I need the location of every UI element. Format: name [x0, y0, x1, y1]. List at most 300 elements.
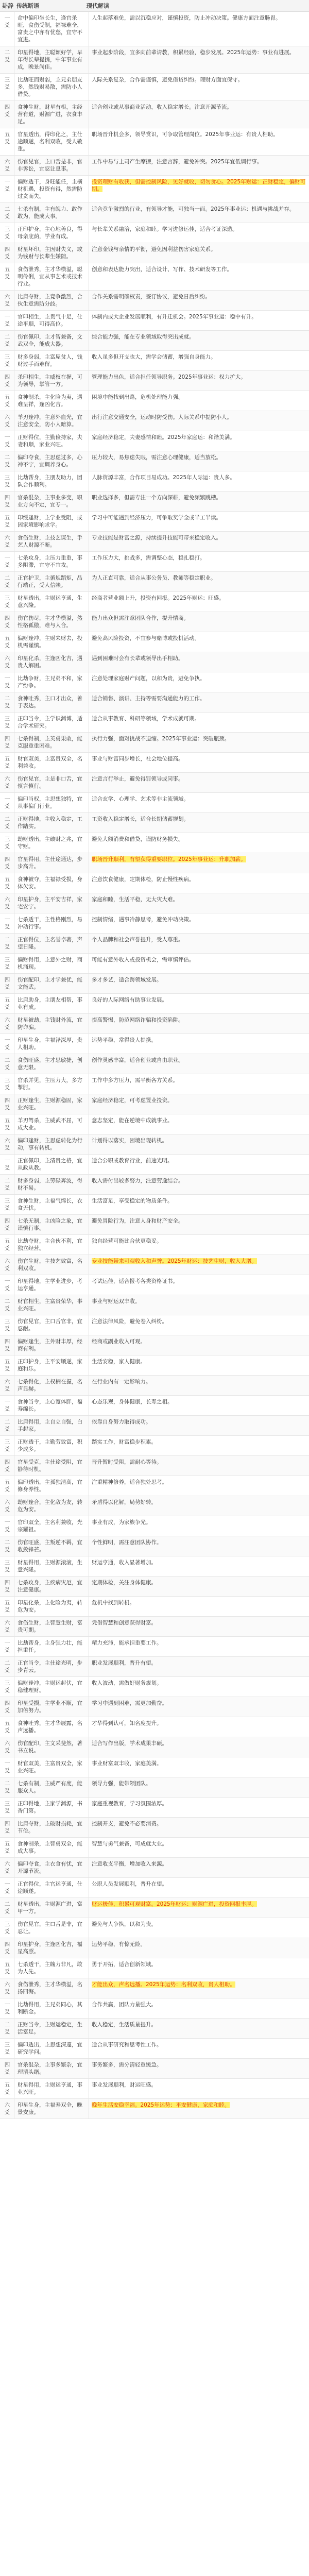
row-modern: 合作关系需明确权责，签订协议，避免日后纠纷。 [92, 294, 211, 300]
table-row [0, 176, 309, 203]
row-gz: 六 爻 [0, 652, 15, 672]
row-traditional: 劫财透出，主破财之兆，宜守财。 [15, 833, 89, 853]
row-gz: 三 爻 [0, 1074, 15, 1094]
row-gz: 三 爻 [0, 1436, 15, 1455]
row-modern: 事业发展顺利，财运旺盛。 [92, 2082, 157, 2088]
row-gz: 一 爻 [0, 672, 15, 692]
row-modern: 适合销售、演讲、主持等需要沟通能力的工作。 [92, 696, 205, 702]
row-gz: 五 爻 [0, 1717, 15, 1737]
row-gz: 五 爻 [0, 873, 15, 893]
row-traditional: 正财得地，主收入稳定，工作踏实。 [15, 813, 89, 833]
row-gz: 三 爻 [0, 1315, 15, 1335]
row-gz: 一 爻 [0, 913, 15, 933]
row-traditional: 正官得位，主名誉卓著，声望日隆。 [15, 934, 89, 953]
row-modern [89, 1255, 309, 1275]
row-modern-highlight: 晚年生活安稳幸福。2025年运势：平安健康，家庭和睦。 [92, 2102, 230, 2108]
table-row [0, 156, 309, 176]
table-row [0, 1777, 309, 1798]
row-modern: 事业有成，为家族争光。 [92, 1519, 151, 1526]
row-traditional: 正财透干，主勤劳致富，积少成多。 [15, 1436, 89, 1455]
row-modern: 事业与财富同步增长，社会地位提高。 [92, 756, 184, 762]
row-modern: 注意收支平衡，增加收入来源。 [92, 1861, 167, 1867]
row-traditional: 食伤旺盛，主才思敏捷，创意无限。 [15, 1054, 89, 1074]
row-traditional: 官杀混杂，主事多繁杂，宜理清头绪。 [15, 2059, 89, 2078]
row-gz: 三 爻 [0, 1918, 15, 1938]
row-gz: 一 爻 [0, 1396, 15, 1415]
row-traditional: 偏财逢生，主外财丰厚，经商有利。 [15, 1335, 89, 1355]
row-modern [89, 176, 309, 202]
table-row [0, 1034, 309, 1054]
row-traditional: 食神生财，主福气绵长，衣食无忧。 [15, 1195, 89, 1214]
row-traditional: 伤官佩印，主才智兼备，文武双全，能成大器。 [15, 331, 89, 350]
table-row [0, 1315, 309, 1335]
row-modern: 经商或副业收入可观。 [92, 1338, 146, 1345]
row-traditional: 伤官配印，主才学兼优，能文能武。 [15, 974, 89, 993]
row-gz: 一 爻 [0, 1155, 15, 1174]
row-traditional: 比劫得用，主兄弟同心，其利断金。 [15, 1998, 89, 2018]
row-gz: 四 爻 [0, 733, 15, 752]
row-gz: 二 爻 [0, 692, 15, 712]
row-traditional: 印星化杀，主化险为夷，转危为安。 [15, 1597, 89, 1616]
table-row [0, 74, 309, 101]
row-modern: 体制内或大企业发展顺利，有升迁机会。2025年事业运：稳中有升。 [92, 314, 257, 320]
table-row [0, 773, 309, 793]
row-traditional: 官印双全，主名利兼收，光宗耀祖。 [15, 1516, 89, 1536]
row-traditional: 印星化杀，主逢凶化吉，遇贵人解困。 [15, 652, 89, 672]
row-modern-highlight: 投资理财有收获，但需控制风险，见好就收，切勿贪心。2025年财运：正财稳定，偏财可期。 [92, 179, 306, 192]
row-gz: 二 爻 [0, 203, 15, 223]
row-traditional: 比肩夺财，主竞争激烈，合伙生意需防分歧。 [15, 291, 89, 310]
row-gz: 一 爻 [0, 431, 15, 451]
row-gz: 六 爻 [0, 1978, 15, 1998]
table-row [0, 1597, 309, 1617]
row-modern [89, 1978, 309, 1998]
table-row [0, 1114, 309, 1134]
row-traditional: 食伤生财，主智慧生财，富贵可期。 [15, 1617, 89, 1636]
row-traditional: 财星得用，主财源滚滚，生意兴隆。 [15, 1556, 89, 1576]
row-gz: 三 爻 [0, 1677, 15, 1697]
table-row [0, 833, 309, 853]
table-row [0, 1657, 309, 1677]
row-modern-highlight: 才能出众，声名远播。2025年运势：名利双收，贵人相助。 [92, 1981, 235, 1988]
row-traditional: 七杀无制，主凶险之象，宜谨慎行事。 [15, 1215, 89, 1234]
row-gz: 六 爻 [0, 291, 15, 310]
row-gz: 四 爻 [0, 101, 15, 128]
table-row [0, 1918, 309, 1938]
table-row [0, 692, 309, 713]
row-modern: 收入稳定，生活质量提升。 [92, 2022, 157, 2028]
row-gz: 二 爻 [0, 46, 15, 73]
table-row [0, 1396, 309, 1416]
row-gz: 四 爻 [0, 1215, 15, 1234]
row-gz: 四 爻 [0, 1335, 15, 1355]
row-traditional: 伤官见官，主口舌是非，官非诉讼，宜忍让息事。 [15, 156, 89, 175]
row-modern: 晋升暂时受阻，需耐心等待。 [92, 1459, 162, 1465]
table-row [0, 1014, 309, 1034]
row-modern: 专业技能是财富之源，持续提升技能可带来稳定收入。 [92, 535, 221, 541]
table-row [0, 1215, 309, 1235]
row-traditional: 伤官见官，主口舌官非，宜忍耐。 [15, 1315, 89, 1335]
row-traditional: 印星生身，主福寿双全，晚景安康。 [15, 2099, 89, 2119]
row-modern: 避免冒险行为，注意人身和财产安全。 [92, 1218, 184, 1224]
row-gz: 四 爻 [0, 243, 15, 263]
row-gz: 六 爻 [0, 1014, 15, 1033]
row-gz: 二 爻 [0, 451, 15, 471]
table-row [0, 1275, 309, 1295]
row-modern: 财运亨通，收入显著增加。 [92, 1560, 157, 1566]
table-row [0, 223, 309, 243]
row-modern: 事务繁多，需分清轻重缓急。 [92, 2062, 162, 2068]
row-modern: 矛盾得以化解，局势好转。 [92, 1499, 157, 1505]
row-traditional: 劫财逢合，主化敌为友，转危为安。 [15, 1496, 89, 1516]
row-modern: 个人品牌和社会声誉提升，受人尊重。 [92, 937, 184, 943]
row-traditional: 官星透出，得印化之，主仕途顺遂，名利双收，受人敬重。 [15, 128, 89, 155]
row-modern: 才华得到认可，知名度提升。 [92, 1720, 162, 1726]
row-modern: 收入虽多但开支也大，需学会储蓄，增强自身能力。 [92, 354, 216, 360]
table-row [0, 1858, 309, 1878]
row-traditional: 印星生身，主福泽深厚，贵人相助。 [15, 1034, 89, 1054]
row-gz: 六 爻 [0, 1376, 15, 1395]
row-modern: 家庭经济稳定，可考虑置业投资。 [92, 1097, 173, 1104]
row-modern: 避免与人争执，以和为贵。 [92, 1921, 157, 1927]
row-gz: 三 爻 [0, 954, 15, 973]
row-traditional: 偏印透出，主孤独清高，宜修身养性。 [15, 1476, 89, 1496]
table-row [0, 411, 309, 431]
table-row [0, 1094, 309, 1114]
row-traditional: 比劫夺财，主合伙不利，宜独立经营。 [15, 1235, 89, 1255]
table-row [0, 203, 309, 223]
table-row [0, 101, 309, 128]
row-traditional: 正官得位，主官运亨通，仕途顺遂。 [15, 1878, 89, 1897]
table-row [0, 291, 309, 311]
row-traditional: 印星护身，主逢凶化吉，福星高照。 [15, 1938, 89, 1958]
row-traditional: 官星受克，主仕途受阻，宜静待时机。 [15, 1456, 89, 1476]
row-traditional: 比劫帮身，主朋友助力，团队合作顺利。 [15, 471, 89, 491]
row-gz: 二 爻 [0, 331, 15, 350]
row-modern: 个性鲜明，需注意团队协作。 [92, 1539, 162, 1546]
row-traditional: 食伤泄秀，主才华横溢，聪明伶俐，宜从事艺术或技术行业。 [15, 263, 89, 290]
row-gz: 二 爻 [0, 2019, 15, 2038]
table-row [0, 1175, 309, 1195]
table-row [0, 2019, 309, 2039]
row-gz: 二 爻 [0, 1777, 15, 1797]
row-traditional: 偏印逢财，主思虑转化为行动，事有转机。 [15, 1134, 89, 1154]
table-row [0, 532, 309, 552]
table-row [0, 2059, 309, 2079]
row-modern: 适合创业或从事商业活动，收入稳定增长。注意开源节流。 [92, 104, 232, 110]
table-row [0, 1998, 309, 2019]
row-traditional: 比劫帮身，主身强力壮，能担重任。 [15, 1637, 89, 1656]
table-row [0, 1898, 309, 1918]
row-traditional: 偏印夺食，主思虑过多，心神不宁，宜调养身心。 [15, 451, 89, 471]
row-modern: 控制情绪，遇事冷静思考，避免冲动决策。 [92, 917, 195, 923]
table-row [0, 371, 309, 391]
row-modern: 适合公职或教育行业，前途光明。 [92, 1158, 173, 1164]
row-modern [89, 2099, 309, 2119]
row-modern: 定期体检，关注身体健康。 [92, 1580, 157, 1586]
row-modern: 良好的人际网络有助事业发展。 [92, 997, 167, 1003]
row-modern: 计划得以落实，困境出现转机。 [92, 1138, 167, 1144]
row-modern: 智慧与勇气兼备，可成就大业。 [92, 1841, 167, 1847]
row-traditional: 七杀得化，主权柄在握，名声显赫。 [15, 1376, 89, 1395]
table-row [0, 391, 309, 411]
row-gz: 四 爻 [0, 612, 15, 632]
table-row [0, 1335, 309, 1355]
table-row [0, 492, 309, 512]
row-modern: 意志坚定，能在逆境中成就事业。 [92, 1117, 173, 1124]
row-modern: 适合写作出版，学术成果丰硕。 [92, 1740, 167, 1747]
row-modern: 学习中遇到困难，需更加勤奋。 [92, 1700, 167, 1706]
table-row [0, 974, 309, 994]
row-modern-highlight: 职场晋升顺利，有望获得重要职位。2025年事业运：升职加薪。 [92, 856, 246, 862]
row-gz: 四 爻 [0, 1456, 15, 1476]
row-gz: 二 爻 [0, 1657, 15, 1676]
table-row [0, 1617, 309, 1637]
row-gz: 五 爻 [0, 1476, 15, 1496]
row-gz: 五 爻 [0, 512, 15, 531]
row-modern: 运势平稳，常得贵人提携。 [92, 1037, 157, 1043]
row-traditional: 杀印相生，主威权在握，可为领导，掌管一方。 [15, 371, 89, 391]
table-row [0, 733, 309, 753]
row-traditional: 正印得地，主家学渊源，书香门第。 [15, 1798, 89, 1817]
table-row [0, 1074, 309, 1094]
table-row [0, 672, 309, 692]
row-gz: 一 爻 [0, 1878, 15, 1897]
row-traditional: 财官双美，主富贵双全，名利兼收。 [15, 753, 89, 772]
row-traditional: 官杀并见，主压力大，多方掣肘。 [15, 1074, 89, 1094]
row-modern: 注意处理家庭财产问题，以和为贵，避免争执。 [92, 675, 205, 682]
row-gz: 一 爻 [0, 1998, 15, 2018]
table-row [0, 1637, 309, 1657]
row-modern: 精力充沛，能承担重要工作。 [92, 1640, 162, 1646]
row-gz: 六 爻 [0, 1858, 15, 1877]
row-traditional: 羊刃驾杀，主威武不屈，可成大业。 [15, 1114, 89, 1134]
table-row [0, 954, 309, 974]
row-traditional: 偏财透干，身旺能任，主横财机遇，投资有得，然需防过贪而失。 [15, 176, 89, 202]
row-modern-highlight: 财运极佳，积累可观财富。2025年财运：财源广进，投资回报丰厚。 [92, 1901, 257, 1907]
table-row [0, 1376, 309, 1396]
row-traditional: 财星透出，主财运亨通，生意兴隆。 [15, 592, 89, 612]
row-traditional: 七杀有制，主威严有度，能服众人。 [15, 1777, 89, 1797]
row-gz: 四 爻 [0, 1818, 15, 1837]
table-row [0, 853, 309, 873]
row-traditional: 食神生财，财星有根，主经营有道，财源广进，衣食丰足。 [15, 101, 89, 128]
row-modern: 领导力强，能带领团队。 [92, 1781, 151, 1787]
row-gz: 五 爻 [0, 1114, 15, 1134]
row-modern: 人际关系复杂，合作需谨慎，避免借贷纠纷。理财方面宜保守。 [92, 77, 243, 83]
row-modern: 困境中能找到出路，危机处理能力强。 [92, 394, 184, 400]
row-gz: 三 爻 [0, 1798, 15, 1817]
table-row [0, 893, 309, 913]
row-gz: 四 爻 [0, 1094, 15, 1114]
row-traditional: 伤官见官，主是非口舌，宜慎言慎行。 [15, 773, 89, 792]
row-traditional: 偏印夺食，主衣食有忧，宜开源节流。 [15, 1858, 89, 1877]
row-modern: 公职人员发展顺利，晋升在望。 [92, 1881, 167, 1887]
row-gz: 四 爻 [0, 974, 15, 993]
row-gz: 五 爻 [0, 391, 15, 411]
row-traditional: 财官双美，主富贵双全，家业兴旺。 [15, 1757, 89, 1777]
row-traditional: 命中偏印坐长生，逢官杀旺，食伤受制，福禄难全，富贵之中亦有忧愁，宜守不宜进。 [15, 12, 89, 46]
row-modern: 学习中可能遇到经济压力，可争取奖学金或半工半读。 [92, 515, 221, 521]
row-gz: 二 爻 [0, 1416, 15, 1435]
table-row [0, 2079, 309, 2099]
row-gz: 一 爻 [0, 12, 15, 46]
row-traditional: 伤官生财，主技艺致富，名利双收。 [15, 1255, 89, 1275]
row-modern-highlight: 专业技能带来可观收入和声誉。2025年财运：技艺生财，收入大增。 [92, 1258, 257, 1264]
row-modern: 生活安稳，家人健康。 [92, 1359, 146, 1365]
row-gz: 六 爻 [0, 1617, 15, 1636]
row-modern: 与长辈关系融洽，家庭和睦。学习进修运佳，适合考证深造。 [92, 226, 238, 232]
row-traditional: 正印当令，主学识渊博，适合学术研究。 [15, 713, 89, 732]
table-row [0, 1577, 309, 1597]
row-modern: 职业选择多，但需专注一个方向深耕，避免频繁跳槽。 [92, 495, 221, 501]
table-row [0, 632, 309, 652]
row-gz: 六 爻 [0, 1134, 15, 1154]
row-traditional: 印星护身，主平安吉祥，家宅安宁。 [15, 893, 89, 913]
row-modern: 合作共赢，团队力量强大。 [92, 2002, 157, 2008]
table-row [0, 1195, 309, 1215]
row-gz: 三 爻 [0, 2039, 15, 2058]
row-modern: 压力较大，易焦虑失眠，需注意心理健康，适当放松。 [92, 454, 221, 461]
row-gz: 三 爻 [0, 1195, 15, 1214]
row-gz: 六 爻 [0, 1496, 15, 1516]
table-row [0, 713, 309, 733]
row-modern: 创意和表达能力突出，适合设计、写作、技术研发等工作。 [92, 266, 232, 273]
row-modern: 职场晋升机会多，领导赏识，可争取管理岗位。2025年事业运：有贵人相助。 [92, 131, 279, 138]
row-gz: 三 爻 [0, 223, 15, 243]
row-traditional: 七杀攻身，主压力重重，事多阻滞，宜守不宜攻。 [15, 552, 89, 571]
row-modern: 人生起落难免，需以沉稳应对，谨慎投资，防止冲动决策。健康方面注意肠胃。 [92, 15, 281, 21]
table-row [0, 451, 309, 471]
row-traditional: 财多身弱，主劳碌奔波，得财不易。 [15, 1175, 89, 1194]
row-gz: 五 爻 [0, 1597, 15, 1616]
row-gz: 六 爻 [0, 893, 15, 913]
row-traditional: 食神当令，主心宽体胖，福寿绵长。 [15, 1396, 89, 1415]
row-traditional: 印星得地，主学业进步，考运亨通。 [15, 1275, 89, 1295]
row-gz: 二 爻 [0, 1295, 15, 1315]
row-gz: 三 爻 [0, 592, 15, 612]
table-row [0, 1938, 309, 1958]
row-gz: 三 爻 [0, 833, 15, 853]
row-gz: 五 爻 [0, 1838, 15, 1857]
table-row [0, 1476, 309, 1496]
table-row [0, 2039, 309, 2059]
row-modern: 凭借智慧和创意获得财富。 [92, 1620, 157, 1626]
row-traditional: 财多身弱，主富屋贫人，钱财过手而难留。 [15, 351, 89, 370]
row-modern: 在行业内有一定影响力。 [92, 1379, 151, 1385]
row-gz: 二 爻 [0, 1536, 15, 1556]
row-traditional: 比劫争财，主兄弟不和，家产纷争。 [15, 672, 89, 692]
row-traditional: 偏财逢冲，主财运起伏，宜稳健理财。 [15, 1677, 89, 1697]
row-traditional: 比肩夺财，主破财损耗，宜节俭。 [15, 1818, 89, 1837]
table-row [0, 753, 309, 773]
row-modern: 事业起步阶段，宜多向前辈请教，积累经验，稳步发展。2025年运势：事业有进展。 [92, 49, 295, 56]
table-row [0, 572, 309, 592]
table-row [0, 652, 309, 672]
table-row [0, 552, 309, 572]
row-modern: 创作灵感丰富，适合创业或自由职业。 [92, 1057, 184, 1063]
row-modern: 家庭和睦，生活平稳，无大灾大难。 [92, 896, 178, 903]
table-row [0, 2099, 309, 2119]
row-gz: 二 爻 [0, 813, 15, 833]
row-modern: 可能有意外收入或投资机会，需审慎评估。 [92, 957, 195, 963]
row-traditional: 财星透出，主财源广进，富甲一方。 [15, 1898, 89, 1918]
table-row [0, 1416, 309, 1436]
row-gz: 六 爻 [0, 1737, 15, 1757]
row-modern: 综合能力强，能在专业领域取得突出成就。 [92, 334, 195, 340]
row-modern: 勇于开拓，适合创新领域。 [92, 1961, 157, 1968]
row-gz: 四 爻 [0, 853, 15, 873]
row-gz: 一 爻 [0, 1275, 15, 1295]
row-modern: 职业发展顺利，晋升有望。 [92, 1660, 157, 1666]
row-gz: 六 爻 [0, 773, 15, 792]
row-traditional: 食神吐秀，主口才出众，善于表达。 [15, 692, 89, 712]
table-header [0, 0, 309, 12]
row-gz: 一 爻 [0, 1757, 15, 1777]
row-gz: 四 爻 [0, 1697, 15, 1717]
row-traditional: 正官佩印，主清贵之格，宜从政从教。 [15, 1155, 89, 1174]
table-row [0, 351, 309, 371]
table-row [0, 431, 309, 451]
row-traditional: 正财逢生，主财源稳固，家业兴旺。 [15, 1094, 89, 1114]
row-gz: 一 爻 [0, 552, 15, 571]
row-gz: 三 爻 [0, 74, 15, 100]
row-traditional: 七杀攻身，主疾病灾厄，宜注意健康。 [15, 1577, 89, 1596]
row-traditional: 伤官配印，主文采斐然，著书立说。 [15, 1737, 89, 1757]
row-gz: 五 爻 [0, 1235, 15, 1255]
row-modern: 运势平稳，有惊无险。 [92, 1941, 146, 1947]
row-modern: 注意言行举止，避免得罪领导或同事。 [92, 776, 184, 782]
row-traditional: 七杀透干，主魄力非凡，敢为人先。 [15, 1958, 89, 1978]
table-row [0, 128, 309, 156]
table-row [0, 592, 309, 612]
row-modern: 能力出众但需注意团队合作，提升情商。 [92, 615, 189, 621]
header-gz: 卦辞 [2, 3, 13, 9]
row-gz: 二 爻 [0, 1175, 15, 1194]
table-row [0, 994, 309, 1014]
row-traditional: 食伤生财，主技艺谋生，手艺人财源不断。 [15, 532, 89, 551]
table-row [0, 1717, 309, 1737]
row-modern: 多才多艺，适合跨领域发展。 [92, 977, 162, 983]
row-gz: 四 爻 [0, 492, 15, 511]
row-traditional: 食伤泄秀，主才华横溢，名扬四海。 [15, 1978, 89, 1998]
row-traditional: 印星得地，主聪颖好学，早年得长辈提携，中年事业有成，晚景尚佳。 [15, 46, 89, 73]
row-traditional: 偏财逢冲，主财来财去，投机需谨慎。 [15, 632, 89, 652]
table-row [0, 793, 309, 813]
table-row [0, 1798, 309, 1818]
table-row [0, 1496, 309, 1516]
table-row [0, 612, 309, 632]
table-row [0, 1134, 309, 1155]
row-gz: 五 爻 [0, 753, 15, 772]
row-gz: 五 爻 [0, 1958, 15, 1978]
row-modern: 人脉资源丰富，合作项目易成功。2025年人际运：贵人多。 [92, 474, 235, 481]
row-gz: 四 爻 [0, 371, 15, 391]
row-traditional: 羊刃逢冲，主意外血光，宜注意安全，防小人暗算。 [15, 411, 89, 431]
table-row [0, 1436, 309, 1456]
row-traditional: 七杀有制，主有魄力、敢作敢为，能成大事。 [15, 203, 89, 223]
row-traditional: 财星坏印，主因财失义，或为钱财与长辈生嫌隙。 [15, 243, 89, 263]
row-modern: 独自经营可能比合伙更稳妥。 [92, 1238, 162, 1244]
table-row [0, 1556, 309, 1577]
row-gz: 五 爻 [0, 994, 15, 1013]
row-modern: 适合玄学、心理学、艺术等非主流领域。 [92, 796, 189, 802]
row-gz: 五 爻 [0, 263, 15, 290]
row-gz: 三 爻 [0, 351, 15, 370]
table-row [0, 1958, 309, 1978]
row-modern: 收入需付出较多努力，注意劳逸结合。 [92, 1178, 184, 1184]
table-row [0, 873, 309, 893]
